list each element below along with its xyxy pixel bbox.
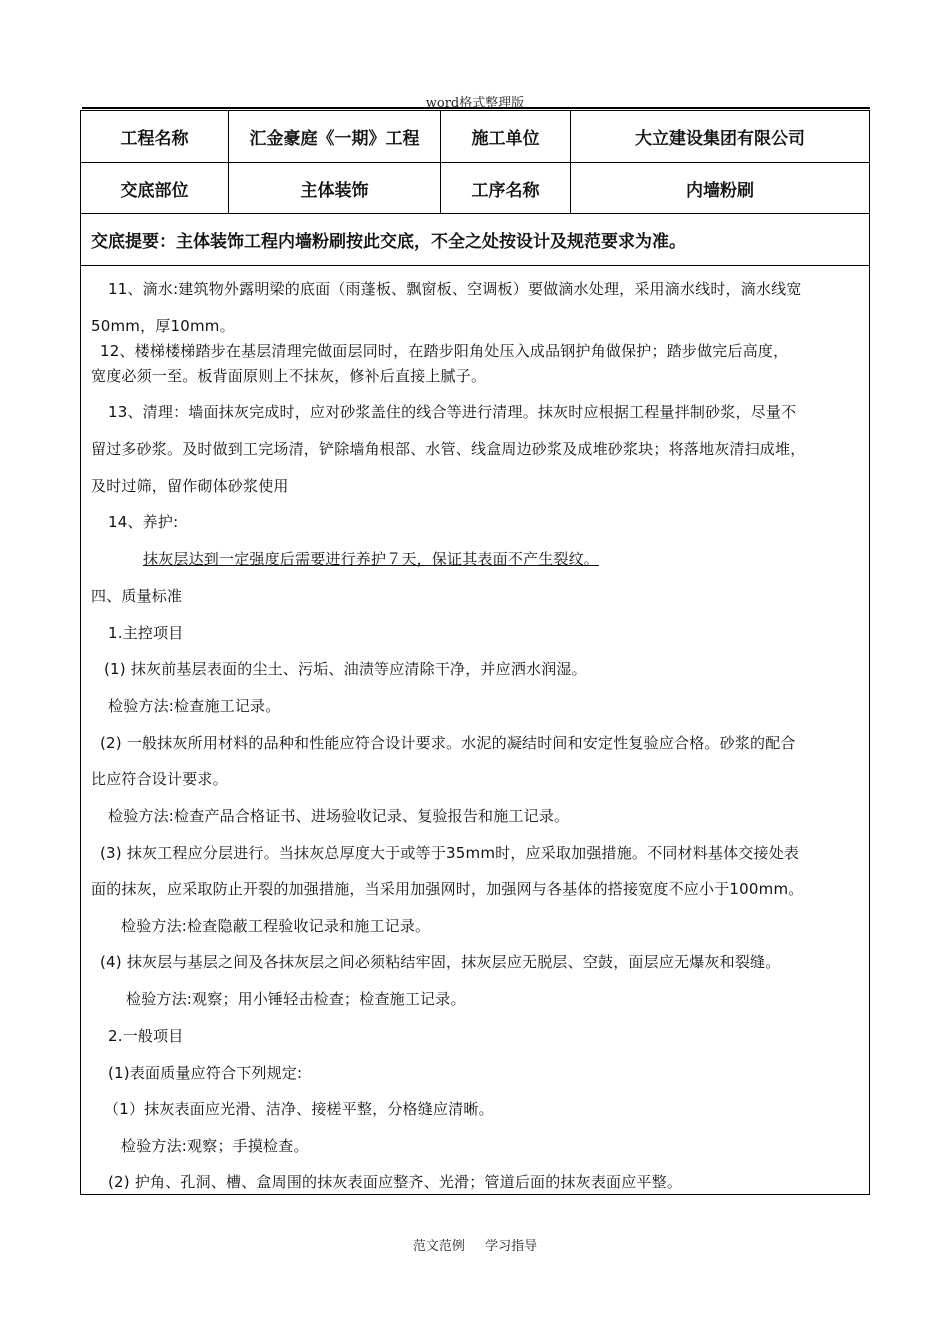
content-line: （1）抹灰表面应光滑、洁净、接槎平整，分格缝应清晰。 bbox=[104, 1100, 494, 1118]
contractor-value: 大立建设集团有限公司 bbox=[635, 129, 805, 149]
process-label: 工序名称 bbox=[441, 163, 571, 213]
content-line: 宽度必须一至。板背面原则上不抹灰，修补后直接上腻子。 bbox=[91, 367, 487, 385]
section-heading: 四、质量标准 bbox=[91, 587, 183, 605]
summary-row: 交底提要：主体装饰工程内墙粉刷按此交底，不全之处按设计及规范要求为准。 bbox=[81, 214, 869, 266]
content-line: 检验方法:观察；用小锤轻击检查；检查施工记录。 bbox=[126, 990, 466, 1008]
content-line: 50mm，厚10mm。 bbox=[91, 317, 235, 335]
content-line: 14、养护: bbox=[108, 513, 179, 531]
contractor-label: 施工单位 bbox=[441, 111, 571, 162]
content-line: (1)表面质量应符合下列规定: bbox=[108, 1064, 303, 1082]
subsection-heading: 2.一般项目 bbox=[108, 1027, 184, 1045]
process-value: 内墙粉刷 bbox=[686, 180, 754, 201]
content-line: (3) 抹灰工程应分层进行。当抹灰总厚度大于或等于35mm时，应采取加强措施。不同材料基体交接处表 bbox=[100, 844, 800, 862]
content-line: 检验方法:检查隐蔽工程验收记录和施工记录。 bbox=[121, 917, 431, 935]
content-line: (1) 抹灰前基层表面的尘土、污垢、油渍等应清除干净，并应洒水润湿。 bbox=[104, 660, 587, 678]
content-line: 11、滴水:建筑物外露明梁的底面（雨蓬板、飘窗板、空调板）要做滴水处理，采用滴水线时，滴水线宽 bbox=[108, 280, 802, 298]
project-name-label: 工程名称 bbox=[81, 111, 229, 162]
content-line: 及时过筛，留作砌体砂浆使用 bbox=[91, 477, 289, 495]
subsection-heading: 1.主控项目 bbox=[108, 624, 184, 642]
content-line: (2) 护角、孔洞、槽、盒周围的抹灰表面应整齐、光滑；管道后面的抹灰表面应平整。 bbox=[108, 1173, 683, 1191]
content-line: (4) 抹灰层与基层之间及各抹灰层之间必须粘结牢固，抹灰层应无脱层、空鼓，面层应无爆灰和裂缝。 bbox=[100, 953, 781, 971]
content-line: 12、楼梯楼梯踏步在基层清理完做面层同时，在踏步阳角处压入成品钢护角做保护；踏步做完后高度， bbox=[100, 342, 789, 360]
content-line: 检验方法:检查施工记录。 bbox=[108, 697, 281, 715]
content-line: 13、清理：墙面抹灰完成时，应对砂浆盖住的线合等进行清理。抹灰时应根据工程量拌制砂浆，尽量不 bbox=[108, 403, 797, 421]
page-footer bbox=[0, 1235, 950, 1254]
content-line: 抹灰层达到一定强度后需要进行养护７天，保证其表面不产生裂纹。 bbox=[143, 550, 600, 568]
handover-table bbox=[80, 110, 870, 1195]
table-row-project bbox=[81, 111, 869, 163]
table-row-location bbox=[81, 163, 869, 214]
content-line: 比应符合设计要求。 bbox=[91, 770, 228, 788]
content-line: (2) 一般抹灰所用材料的品种和性能应符合设计要求。水泥的凝结时间和安定性复验应合格。砂浆的配合 bbox=[100, 734, 796, 752]
content-line: 面的抹灰，应采取防止开裂的加强措施，当采用加强网时，加强网与各基体的搭接宽度不应小于100mm。 bbox=[91, 880, 804, 898]
footer-text-1: 范文范例 bbox=[412, 1239, 465, 1254]
content-line: 检验方法:观察；手摸检查。 bbox=[121, 1137, 309, 1155]
page-header: word格式整理版 bbox=[425, 96, 525, 111]
project-name-value: 汇金豪庭《一期》工程 bbox=[229, 111, 441, 162]
footer-text-2: 学习指导 bbox=[485, 1239, 538, 1254]
content-line: 留过多砂浆。及时做到工完场清，铲除墙角根部、水管、线盒周边砂浆及成堆砂浆块；将落地灰清扫成堆， bbox=[91, 440, 806, 458]
header-rule bbox=[82, 107, 870, 109]
content-line: 检验方法:检查产品合格证书、进场验收记录、复验报告和施工记录。 bbox=[108, 807, 570, 825]
location-value: 主体装饰 bbox=[229, 163, 441, 213]
location-label: 交底部位 bbox=[81, 163, 229, 213]
